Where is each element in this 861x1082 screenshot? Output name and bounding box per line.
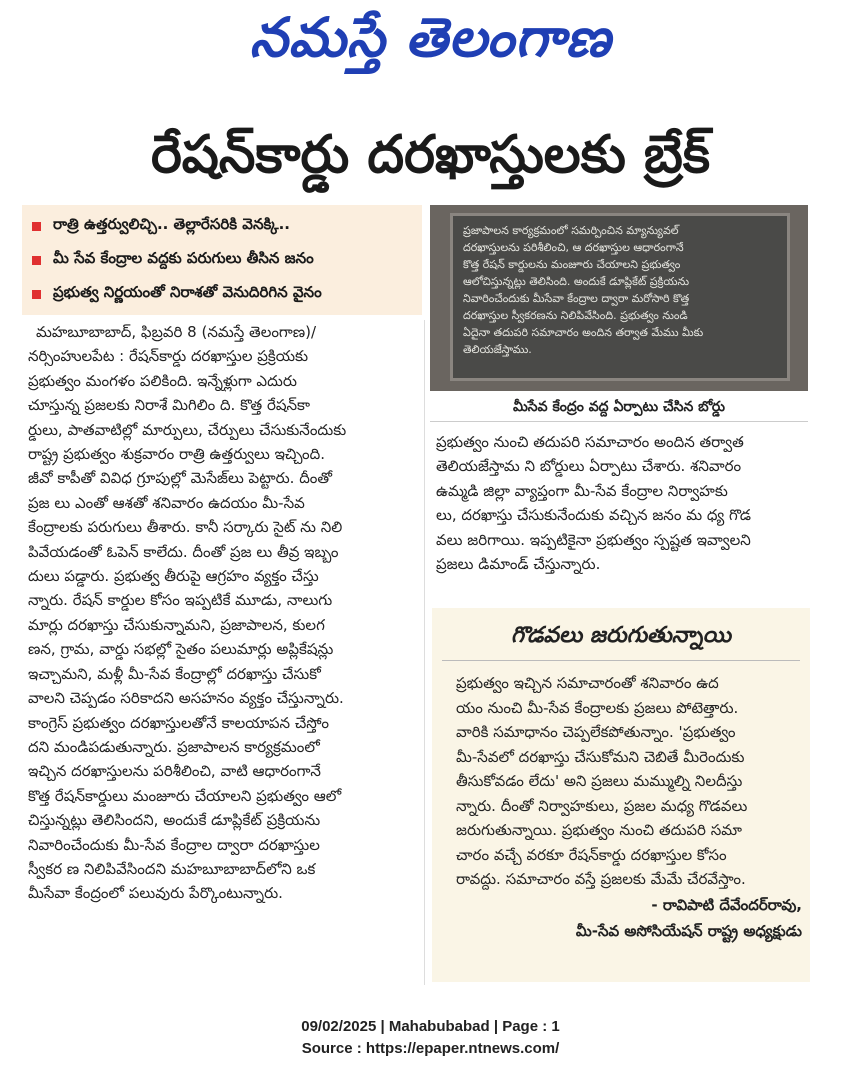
bullet-item: రాత్రి ఉత్తర్వులిచ్చి.. తెల్లారేసరికి వెనక్కి..: [22, 209, 422, 243]
board-line: కొత్త రేషన్ కార్డులను మంజూరు చేయాలని ప్రభుత్వం: [463, 258, 681, 271]
footer-source: Source : https://epaper.ntnews.com/: [301, 1040, 560, 1057]
notice-board: [450, 213, 790, 381]
text-line: మీ-సేవలో దరఖాస్తు చేసుకోమని చెబితే మీరెందుకు: [456, 747, 745, 766]
board-photo: [430, 205, 808, 391]
text-line: న్నారు. దీంతో నిర్వాహకులు, ప్రజల మధ్య గొడవలు: [456, 796, 748, 815]
left-column-text: [28, 320, 413, 906]
bullet-square-icon: [32, 222, 41, 231]
text-line: జరుగుతున్నాయి. ప్రభుత్వం నుంచి తదుపరి సమా: [456, 821, 742, 839]
text-line: జీవో కాపీతో వివిధ గ్రూపుల్లో మెసేజ్‌లు పెట్టారు. దీంతో: [28, 469, 333, 488]
bullet-item: మీ సేవ కేంద్రాల వద్దకు పరుగులు తీసిన జనం: [22, 243, 422, 277]
text-line: చూస్తున్న ప్రజలకు నిరాశే మిగిలిం ది. కొత్త రేషన్‌కా: [28, 396, 311, 415]
text-line: స్వీకర ణ నిలిపివేసిందని మహబూబాబాద్‌లోని ఒక: [28, 859, 316, 878]
text-line: ప్రభుత్వం ఇచ్చిన సమాచారంతో శనివారం ఉద: [456, 674, 719, 692]
masthead: [0, 0, 861, 80]
text-line: మీసేవా కేంద్రంలో పలువురు పేర్కొంటున్నారు.: [28, 884, 283, 903]
text-line: దని మండిపడుతున్నారు. ప్రజాపాలన కార్యక్రమంలో: [28, 737, 320, 756]
footer-date-page: 09/02/2025 | Mahabubabad | Page : 1: [301, 1018, 560, 1035]
text-line: మహబూబాబాద్, ఫిబ్రవరి 8 (నమస్తే తెలంగాణ)/: [36, 323, 317, 341]
box-divider: [442, 660, 800, 661]
signature-name: - రావిపాటి దేవేందర్‌రావు,: [651, 895, 802, 914]
right-column-text: [436, 430, 816, 576]
board-line: తెలియజేస్తాము.: [463, 343, 532, 356]
newspaper-logo: నమస్తే తెలంగాణ: [249, 6, 612, 69]
board-line: దరఖాస్తులను పరిశీలించి, ఆ దరఖాస్తుల ఆధారంగానే: [463, 241, 684, 254]
board-line: నివారించేందుకు మీసేవా కేంద్రాల ద్వారా మరోసారి కొత్త: [463, 292, 690, 305]
text-line: ర్డులు, పాతవాటిల్లో మార్పులు, చేర్పులు చేసుకునేందుకు: [28, 420, 347, 439]
bullet-square-icon: [32, 256, 41, 265]
board-line: ప్రజాపాలన కార్యక్రమంలో సమర్పించిన మ్యాన్యువల్: [463, 224, 679, 237]
text-line: ప్రభుత్వం నుంచి తదుపరి సమాచారం అందిన తర్వాత: [436, 433, 744, 451]
bullet-highlights: [22, 205, 422, 315]
text-line: వలు జరిగాయి. ఇప్పటికైనా ప్రభుత్వం స్పష్టత ఇవ్వాలని: [436, 530, 751, 549]
board-line: ఆలోచిస్తున్నట్లు తెలిసింది. అందుకే డూప్లికేట్ ప్రక్రియను: [463, 275, 690, 288]
text-line: తెలియజేస్తామ ని బోర్డులు ఏర్పాటు చేశారు. శనివారం: [436, 457, 742, 476]
text-line: నివారించేందుకు మీ-సేవ కేంద్రాల ద్వారా దరఖాస్తుల: [28, 835, 320, 854]
text-line: ఇచ్చామని, మళ్లీ మీ-సేవ కేంద్రాల్లో దరఖాస్తు చేసుకో: [28, 664, 321, 683]
box-body: [432, 665, 810, 892]
bullet-item: ప్రభుత్వ నిర్ణయంతో నిరాశతో వెనుదిరిగిన వైనం: [22, 277, 422, 311]
text-line: వాలని చెప్పడం సరికాదని అసహనం వ్యక్తం చేస్తున్నారు.: [28, 689, 344, 708]
bullet-square-icon: [32, 290, 41, 299]
text-line: తీసుకోవడం లేదు' అని ప్రజలు మమ్ముల్ని నిలదీస్తు: [456, 772, 743, 790]
text-line: లు, దరఖాస్తు చేసుకునేందుకు వచ్చిన జనం మ ధ్య గొడ: [436, 506, 752, 525]
footer: [0, 1016, 861, 1060]
text-line: మార్లు దరఖాస్తు చేసుకున్నామని, ప్రజాపాలన, కులగ: [28, 615, 325, 634]
column-divider: [424, 320, 425, 985]
text-line: చిస్తున్నట్లు తెలిసిందని, అందుకే డూప్లికేట్ ప్రక్రియను: [28, 811, 321, 830]
text-line: పివేయడంతో ఓపెన్ కాలేదు. దీంతో ప్రజ లు తీవ్ర ఇబ్బం: [28, 542, 339, 561]
signature-title: మీ-సేవ అసోసియేషన్ రాష్ట్ర అధ్యక్షుడు: [575, 921, 802, 940]
text-line: కొత్త రేషన్‌కార్డులు మంజూరు చేయాలని ప్రభుత్వం ఆలో: [28, 786, 342, 805]
text-line: వారికి సమాధానం చెప్పలేకపోతున్నాం. 'ప్రభుత్వం: [456, 723, 736, 741]
text-line: రావద్దు. సమాచారం వస్తే ప్రజలకు మేమే చేరవేస్తాం.: [456, 870, 746, 888]
board-line: ఏదైనా తదుపరి సమాచారం అందిన తర్వాత మేము మీకు: [463, 326, 704, 339]
text-line: రాష్ట్ర ప్రభుత్వం శుక్రవారం రాత్రి ఉత్తర్వులు ఇచ్చింది.: [28, 445, 325, 464]
text-line: ఇచ్చిన దరఖాస్తులను పరిశీలించి, వాటి ఆధారంగానే: [28, 762, 321, 781]
text-line: ఉమ్మడి జిల్లా వ్యాప్తంగా మీ-సేవ కేంద్రాల నిర్వాహకు: [436, 481, 728, 500]
quote-box: [432, 608, 810, 982]
text-line: ప్రజలు డిమాండ్ చేస్తున్నారు.: [436, 555, 601, 574]
headline: రేషన్‌కార్డు దరఖాస్తులకు బ్రేక్: [150, 125, 711, 185]
text-line: నర్సింహులపేట : రేషన్‌కార్డు దరఖాస్తుల ప్రక్రియకు: [28, 347, 309, 366]
box-title: గొడవలు జరుగుతున్నాయి: [511, 623, 731, 648]
text-line: దులు పడ్డారు. ప్రభుత్వ తీరుపై ఆగ్రహం వ్యక్తం చేస్తు: [28, 567, 319, 586]
text-line: ప్రభుత్వం మంగళం పలికింది. ఇన్నేళ్లుగా ఎదురు: [28, 371, 297, 390]
text-line: ణన, గ్రామ, వార్డు సభల్లో సైతం పలుమార్లు అప్లికేషన్లు: [28, 640, 334, 659]
text-line: చారం వచ్చే వరకూ రేషన్‌కార్డు దరఖాస్తుల కోసం: [456, 845, 727, 864]
board-line: దరఖాస్తుల స్వీకరణను నిలిపివేసింది. ప్రభుత్వం నుండి: [463, 309, 688, 322]
photo-caption: మీసేవ కేంద్రం వద్ద ఏర్పాటు చేసిన బోర్డు: [430, 393, 808, 422]
text-line: న్నారు. రేషన్ కార్డుల కోసం ఇప్పటికే మూడు, నాలుగు: [28, 591, 333, 610]
text-line: కాంగ్రెస్ ప్రభుత్వం దరఖాస్తులతోనే కాలయాపన చేస్తోం: [28, 713, 329, 732]
text-line: ప్రజ లు ఎంతో ఆశతో శనివారం ఉదయం మీ-సేవ: [28, 493, 305, 512]
text-line: కేంద్రాలకు పరుగులు తీశారు. కానీ సర్కారు సైట్ ను నిలి: [28, 518, 343, 537]
text-line: యం నుంచి మీ-సేవ కేంద్రాలకు ప్రజలు పోటెత్తారు.: [456, 698, 739, 717]
